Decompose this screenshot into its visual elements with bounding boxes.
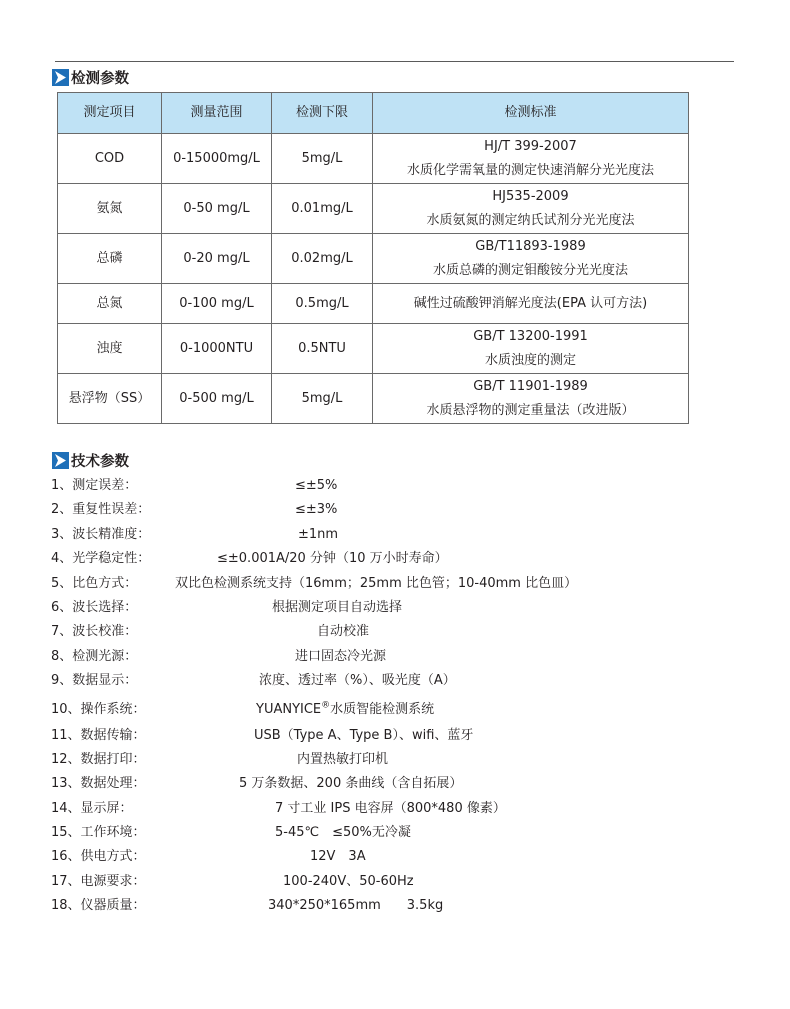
spec-label: 8、检测光源： bbox=[51, 648, 138, 664]
cell-item: 总氮 bbox=[58, 284, 162, 324]
list-item bbox=[51, 894, 691, 918]
table-row bbox=[58, 374, 689, 424]
standard-method: 水质悬浮物的测定重量法（改进版） bbox=[426, 402, 635, 418]
cell-range: 0-500 mg/L bbox=[162, 374, 272, 424]
list-item bbox=[51, 694, 691, 724]
spec-value: 100-240V、50-60Hz bbox=[283, 873, 414, 889]
spec-label: 11、数据传输： bbox=[51, 727, 146, 743]
spec-value: ±1nm bbox=[298, 526, 339, 542]
spec-label: 15、工作环境： bbox=[51, 825, 146, 841]
spec-value: USB（Type A、Type B）、wifi、蓝牙 bbox=[254, 727, 474, 743]
spec-value: 浓度、透过率（%）、吸光度（A） bbox=[259, 673, 456, 689]
section-arrow-icon bbox=[52, 69, 69, 86]
spec-value bbox=[256, 694, 434, 726]
table-header-row bbox=[58, 93, 689, 134]
spec-value: 进口固态冷光源 bbox=[295, 648, 387, 664]
spec-label: 7、波长校准： bbox=[51, 624, 138, 640]
header-range: 测量范围 bbox=[162, 93, 272, 134]
cell-item: 氨氮 bbox=[58, 184, 162, 234]
cell-standard bbox=[373, 234, 689, 284]
brand-name: YUANYICE bbox=[256, 701, 322, 717]
cell-limit: 5mg/L bbox=[272, 374, 373, 424]
technical-spec-list bbox=[51, 474, 691, 919]
list-item bbox=[51, 474, 691, 498]
spec-label: 3、波长精准度： bbox=[51, 526, 151, 542]
registered-mark: ® bbox=[321, 700, 331, 711]
spec-label: 17、电源要求： bbox=[51, 873, 146, 889]
list-item bbox=[51, 772, 691, 796]
cell-standard bbox=[373, 184, 689, 234]
cell-item: 浊度 bbox=[58, 324, 162, 374]
cell-standard bbox=[373, 324, 689, 374]
list-item bbox=[51, 645, 691, 669]
spec-label: 12、数据打印： bbox=[51, 751, 146, 767]
spec-value: ≤±5% bbox=[295, 478, 338, 493]
section-title-technical bbox=[52, 449, 129, 471]
spec-value: 双比色检测系统支持（16mm；25mm 比色管；10-40mm 比色皿） bbox=[175, 575, 578, 591]
cell-standard bbox=[373, 374, 689, 424]
table-row bbox=[58, 134, 689, 184]
standard-method: 水质浊度的测定 bbox=[484, 352, 576, 368]
cell-item: 悬浮物（SS） bbox=[58, 374, 162, 424]
list-item bbox=[51, 748, 691, 772]
spec-value: 12V 3A bbox=[310, 849, 366, 865]
spec-value: 内置热敏打印机 bbox=[297, 751, 389, 767]
section-arrow-icon bbox=[52, 452, 69, 469]
standard-code: GB/T 11901-1989 bbox=[473, 378, 588, 394]
cell-range: 0-15000mg/L bbox=[162, 134, 272, 184]
cell-limit: 0.5NTU bbox=[272, 324, 373, 374]
header-item: 测定项目 bbox=[58, 93, 162, 134]
spec-value: 5 万条数据、200 条曲线（含自拓展） bbox=[239, 776, 463, 792]
spec-label: 9、数据显示： bbox=[51, 673, 138, 689]
spec-label: 2、重复性误差： bbox=[51, 502, 151, 518]
spec-label: 1、测定误差： bbox=[51, 478, 138, 493]
cell-standard bbox=[373, 134, 689, 184]
cell-item: COD bbox=[58, 134, 162, 184]
spec-label: 18、仪器质量： bbox=[51, 898, 146, 914]
list-item bbox=[51, 596, 691, 620]
list-item bbox=[51, 620, 691, 644]
section-title-text: 技术参数 bbox=[71, 453, 129, 470]
standard-method: 碱性过硫酸钾消解光度法(EPA 认可方法) bbox=[413, 295, 648, 311]
detection-params-table bbox=[57, 92, 689, 424]
spec-label: 4、光学稳定性： bbox=[51, 551, 151, 567]
spec-value: 自动校准 bbox=[317, 624, 370, 640]
cell-limit: 5mg/L bbox=[272, 134, 373, 184]
list-item bbox=[51, 547, 691, 571]
spec-value: 5-45℃ ≤50%无冷凝 bbox=[275, 825, 411, 841]
system-name: 水质智能检测系统 bbox=[330, 701, 435, 717]
list-item bbox=[51, 821, 691, 845]
cell-range: 0-1000NTU bbox=[162, 324, 272, 374]
table-row bbox=[58, 284, 689, 324]
cell-limit: 0.01mg/L bbox=[272, 184, 373, 234]
table-row bbox=[58, 184, 689, 234]
cell-limit: 0.5mg/L bbox=[272, 284, 373, 324]
list-item bbox=[51, 845, 691, 869]
standard-method: 水质氨氮的测定纳氏试剂分光光度法 bbox=[426, 212, 635, 228]
list-item bbox=[51, 572, 691, 596]
spec-label: 5、比色方式： bbox=[51, 575, 138, 591]
cell-item: 总磷 bbox=[58, 234, 162, 284]
spec-value: ≤±3% bbox=[295, 502, 338, 518]
section-title-detection bbox=[52, 66, 129, 88]
section-title-text: 检测参数 bbox=[71, 70, 129, 87]
spec-value: 根据测定项目自动选择 bbox=[272, 599, 403, 615]
spec-value: 7 寸工业 IPS 电容屏（800*480 像素） bbox=[275, 800, 506, 816]
list-item bbox=[51, 797, 691, 821]
cell-limit: 0.02mg/L bbox=[272, 234, 373, 284]
cell-range: 0-20 mg/L bbox=[162, 234, 272, 284]
cell-range: 0-100 mg/L bbox=[162, 284, 272, 324]
standard-code: HJ/T 399-2007 bbox=[484, 138, 577, 154]
spec-value: 340*250*165mm 3.5kg bbox=[268, 898, 444, 914]
spec-label: 16、供电方式： bbox=[51, 849, 146, 865]
list-item bbox=[51, 870, 691, 894]
cell-range: 0-50 mg/L bbox=[162, 184, 272, 234]
spec-label: 14、显示屏： bbox=[51, 800, 133, 816]
header-limit: 检测下限 bbox=[272, 93, 373, 134]
cell-standard bbox=[373, 284, 689, 324]
standard-code: GB/T 13200-1991 bbox=[473, 328, 588, 344]
table-row bbox=[58, 234, 689, 284]
header-standard: 检测标准 bbox=[373, 93, 689, 134]
spec-label: 13、数据处理： bbox=[51, 776, 146, 792]
list-item bbox=[51, 669, 691, 693]
standard-code: GB/T11893-1989 bbox=[475, 238, 586, 254]
list-item bbox=[51, 724, 691, 748]
spec-label: 10、操作系统： bbox=[51, 701, 146, 717]
standard-method: 水质总磷的测定钼酸铵分光光度法 bbox=[432, 262, 628, 278]
list-item bbox=[51, 498, 691, 522]
list-item bbox=[51, 523, 691, 547]
spec-value: ≤±0.001A/20 分钟（10 万小时寿命） bbox=[217, 551, 448, 567]
standard-method: 水质化学需氧量的测定快速消解分光光度法 bbox=[406, 162, 654, 178]
spec-label: 6、波长选择： bbox=[51, 599, 138, 615]
table-row bbox=[58, 324, 689, 374]
top-divider bbox=[55, 61, 734, 62]
standard-code: HJ535-2009 bbox=[492, 188, 569, 204]
